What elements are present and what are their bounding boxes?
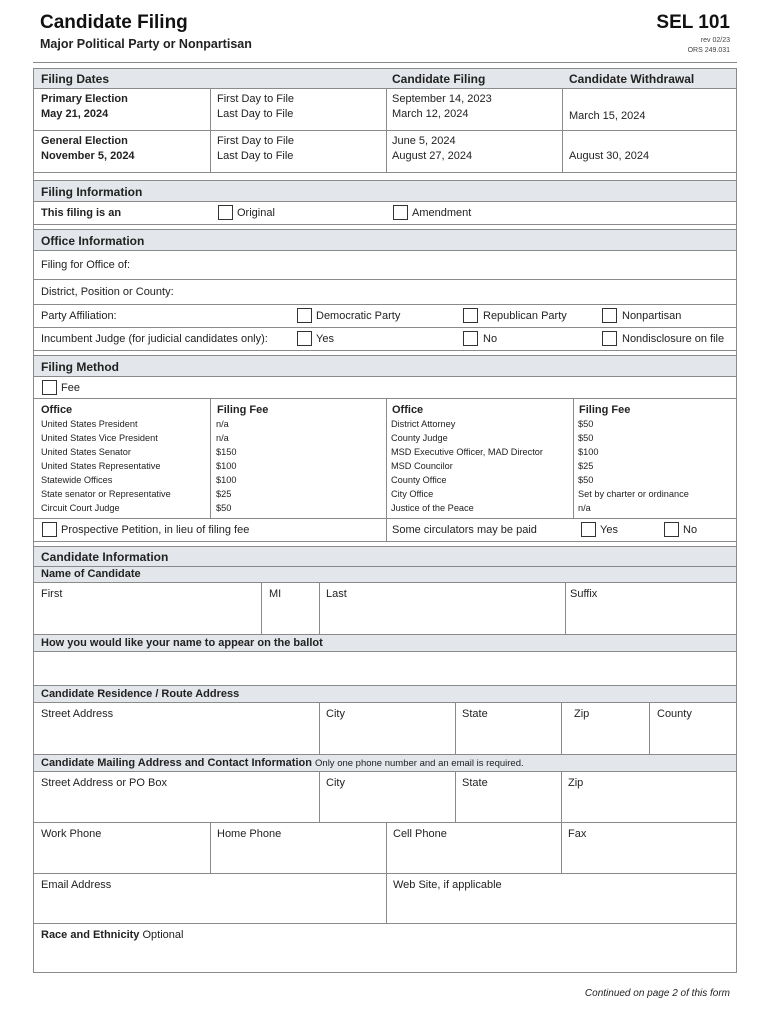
office-fee: n/a — [216, 433, 229, 443]
office-name: District Attorney — [391, 419, 456, 429]
office-name: Justice of the Peace — [391, 503, 474, 513]
nonpartisan-checkbox[interactable] — [602, 308, 617, 323]
primary-first-day-date: September 14, 2023 — [392, 93, 492, 105]
continued-footer: Continued on page 2 of this form — [584, 988, 730, 999]
left-fee-column-header: Filing Fee — [217, 404, 269, 416]
candidate-filing-column: Candidate Filing — [392, 72, 486, 86]
original-label: Original — [237, 207, 275, 219]
form-title: Candidate Filing — [40, 12, 188, 33]
mailing-zip-field[interactable] — [561, 772, 737, 822]
office-fee: $50 — [216, 503, 232, 513]
work-phone-label: Work Phone — [41, 828, 102, 840]
candidate-information-header — [34, 547, 736, 567]
residence-state-label: State — [462, 708, 488, 720]
section-spacer — [34, 173, 736, 181]
email-row — [34, 874, 736, 924]
race-ethnicity-heading-group — [41, 929, 183, 941]
general-first-day-label: First Day to File — [217, 135, 295, 147]
office-name: MSD Executive Officer, MAD Director — [391, 447, 543, 457]
fee-label: Fee — [61, 382, 80, 394]
general-election-name: General Election — [41, 135, 128, 147]
left-office-column-header: Office — [41, 404, 73, 416]
primary-withdrawal-date: March 15, 2024 — [569, 110, 646, 122]
general-withdrawal-cell — [562, 131, 737, 172]
general-labels-cell — [210, 131, 386, 172]
race-ethnicity-note: Optional — [142, 929, 184, 941]
filing-method-heading: Filing Method — [41, 360, 119, 374]
filing-type-row — [34, 202, 736, 225]
middle-initial-label: MI — [269, 588, 282, 600]
general-withdrawal-date: August 30, 2024 — [569, 150, 650, 162]
district-row[interactable] — [34, 280, 736, 305]
incumbent-judge-label: Incumbent Judge (for judicial candidates only): — [41, 333, 268, 345]
republican-party-label: Republican Party — [483, 310, 567, 322]
suffix-field[interactable] — [565, 583, 737, 634]
office-name: United States Senator — [41, 447, 131, 457]
circulators-no-label: No — [683, 524, 698, 536]
office-fee: $150 — [216, 447, 237, 457]
first-name-label: First — [41, 588, 63, 600]
residence-zip-label: Zip — [574, 708, 590, 720]
name-of-candidate-heading: Name of Candidate — [41, 568, 141, 580]
website-label: Web Site, if applicable — [393, 879, 502, 891]
primary-withdrawal-cell — [562, 89, 737, 130]
first-name-field[interactable] — [34, 583, 261, 634]
filing-dates-header — [34, 69, 736, 89]
suffix-label: Suffix — [570, 588, 598, 600]
office-name: United States Representative — [41, 461, 161, 471]
office-fee: n/a — [578, 503, 591, 513]
office-fee: $25 — [578, 461, 594, 471]
phone-row — [34, 823, 736, 874]
office-fee: $50 — [578, 419, 594, 429]
ballot-name-header — [34, 635, 736, 652]
nondisclosure-label: Nondisclosure on file — [622, 333, 725, 345]
race-ethnicity-field[interactable] — [34, 924, 736, 972]
office-fee: $100 — [578, 447, 599, 457]
mailing-street-field[interactable] — [34, 772, 319, 822]
incumbent-yes-label: Yes — [316, 333, 334, 345]
candidate-filing-form — [33, 68, 737, 973]
office-name: City Office — [391, 489, 434, 499]
office-fee: Set by charter or ordinance — [578, 489, 689, 499]
general-election-date: November 5, 2024 — [41, 150, 135, 162]
mailing-city-field[interactable] — [319, 772, 455, 822]
office-name: Circuit Court Judge — [41, 503, 120, 513]
right-office-column-header: Office — [392, 404, 424, 416]
office-name: United States President — [41, 419, 138, 429]
fax-field[interactable] — [561, 823, 737, 873]
circulators-label: Some circulators may be paid — [392, 524, 537, 536]
mailing-address-heading-group — [41, 757, 524, 769]
office-name: United States Vice President — [41, 433, 158, 443]
ballot-name-field[interactable] — [34, 652, 736, 686]
residence-state-field[interactable] — [455, 703, 561, 754]
mailing-state-label: State — [462, 777, 488, 789]
race-ethnicity-heading: Race and Ethnicity — [41, 929, 140, 941]
circulators-no-checkbox[interactable] — [664, 522, 679, 537]
circulators-yes-label: Yes — [600, 524, 618, 536]
office-fee: $100 — [216, 461, 237, 471]
office-fee: $100 — [216, 475, 237, 485]
last-name-label: Last — [326, 588, 347, 600]
democratic-party-label: Democratic Party — [316, 310, 401, 322]
left-fee-column — [210, 399, 386, 518]
office-name: Statewide Offices — [41, 475, 113, 485]
residence-county-label: County — [657, 708, 692, 720]
ors-reference: ORS 249.031 — [687, 47, 730, 54]
filing-information-heading: Filing Information — [41, 185, 143, 199]
header-divider — [33, 62, 737, 63]
republican-party-checkbox[interactable] — [463, 308, 478, 323]
primary-election-name: Primary Election — [41, 93, 128, 105]
right-fee-column — [573, 399, 737, 518]
nondisclosure-checkbox[interactable] — [602, 331, 617, 346]
party-affiliation-label: Party Affiliation: — [41, 310, 117, 322]
office-information-header — [34, 230, 736, 251]
last-name-field[interactable] — [319, 583, 565, 634]
primary-labels-cell — [210, 89, 386, 130]
right-fee-column-header: Filing Fee — [579, 404, 631, 416]
candidate-withdrawal-column: Candidate Withdrawal — [569, 72, 695, 86]
mailing-address-note: Only one phone number and an email is required. — [315, 758, 524, 769]
office-name: County Judge — [391, 433, 448, 443]
mailing-address-heading: Candidate Mailing Address and Contact Information — [41, 757, 312, 769]
general-last-day-date: August 27, 2024 — [392, 150, 473, 162]
nonpartisan-label: Nonpartisan — [622, 310, 682, 322]
incumbent-no-label: No — [483, 333, 498, 345]
filing-type-label: This filing is an — [41, 207, 122, 219]
candidate-information-heading: Candidate Information — [41, 550, 169, 564]
original-checkbox[interactable] — [218, 205, 233, 220]
general-dates-cell — [386, 131, 562, 172]
residence-street-label: Street Address — [41, 708, 114, 720]
mailing-state-field[interactable] — [455, 772, 561, 822]
office-name: State senator or Representative — [41, 489, 171, 499]
primary-election-date: May 21, 2024 — [41, 108, 109, 120]
office-fee: $25 — [216, 489, 232, 499]
residence-city-field[interactable] — [319, 703, 455, 754]
right-office-column — [386, 399, 573, 518]
form-subtitle: Major Political Party or Nonpartisan — [40, 37, 252, 51]
residence-address-row — [34, 703, 736, 755]
middle-initial-field[interactable] — [261, 583, 319, 634]
ballot-name-heading: How you would like your name to appear on the ballot — [41, 637, 323, 649]
office-of-row[interactable] — [34, 251, 736, 280]
circulators-cell — [386, 519, 737, 541]
cell-phone-field[interactable] — [386, 823, 561, 873]
fee-table — [34, 399, 736, 519]
fee-checkbox[interactable] — [42, 380, 57, 395]
email-label: Email Address — [41, 879, 112, 891]
party-affiliation-row — [34, 305, 736, 328]
revision-date: rev 02/23 — [700, 37, 730, 44]
office-name: County Office — [391, 475, 447, 485]
residence-address-header — [34, 686, 736, 703]
prospective-petition-label: Prospective Petition, in lieu of filing fee — [61, 524, 250, 536]
primary-election-row — [34, 89, 736, 131]
home-phone-field[interactable] — [210, 823, 386, 873]
fax-label: Fax — [568, 828, 587, 840]
email-field[interactable] — [34, 874, 386, 923]
filing-method-header — [34, 356, 736, 377]
revision-info — [688, 36, 730, 56]
democratic-party-checkbox[interactable] — [297, 308, 312, 323]
office-fee: $50 — [578, 475, 594, 485]
office-fee: $50 — [578, 433, 594, 443]
amendment-checkbox[interactable] — [393, 205, 408, 220]
petition-row — [34, 519, 736, 542]
primary-first-day-label: First Day to File — [217, 93, 295, 105]
cell-phone-label: Cell Phone — [393, 828, 447, 840]
name-of-candidate-header — [34, 567, 736, 583]
primary-last-day-label: Last Day to File — [217, 108, 294, 120]
mailing-address-header — [34, 755, 736, 772]
work-phone-field[interactable] — [34, 823, 210, 873]
home-phone-label: Home Phone — [217, 828, 282, 840]
amendment-label: Amendment — [412, 207, 472, 219]
website-field[interactable] — [386, 874, 737, 923]
residence-zip-field[interactable] — [561, 703, 649, 754]
mailing-address-row — [34, 772, 736, 823]
general-first-day-date: June 5, 2024 — [392, 135, 456, 147]
mailing-zip-label: Zip — [568, 777, 584, 789]
primary-dates-cell — [386, 89, 562, 130]
office-name: MSD Councilor — [391, 461, 453, 471]
primary-last-day-date: March 12, 2024 — [392, 108, 469, 120]
mailing-city-label: City — [326, 777, 345, 789]
residence-street-field[interactable] — [34, 703, 319, 754]
office-of-label: Filing for Office of: — [41, 259, 131, 271]
prospective-petition-checkbox[interactable] — [42, 522, 57, 537]
filing-dates-heading: Filing Dates — [41, 72, 110, 86]
office-fee: n/a — [216, 419, 229, 429]
general-last-day-label: Last Day to File — [217, 150, 294, 162]
incumbent-judge-row — [34, 328, 736, 351]
incumbent-no-checkbox[interactable] — [463, 331, 478, 346]
office-information-heading: Office Information — [41, 234, 145, 248]
residence-city-label: City — [326, 708, 345, 720]
candidate-name-row — [34, 583, 736, 635]
district-label: District, Position or County: — [41, 286, 174, 298]
form-number: SEL 101 — [656, 12, 730, 33]
incumbent-yes-checkbox[interactable] — [297, 331, 312, 346]
mailing-street-label: Street Address or PO Box — [41, 777, 167, 789]
filing-information-header — [34, 181, 736, 202]
residence-address-heading: Candidate Residence / Route Address — [41, 688, 240, 700]
residence-county-field[interactable] — [649, 703, 737, 754]
fee-row — [34, 377, 736, 399]
circulators-yes-checkbox[interactable] — [581, 522, 596, 537]
general-election-row — [34, 131, 736, 173]
